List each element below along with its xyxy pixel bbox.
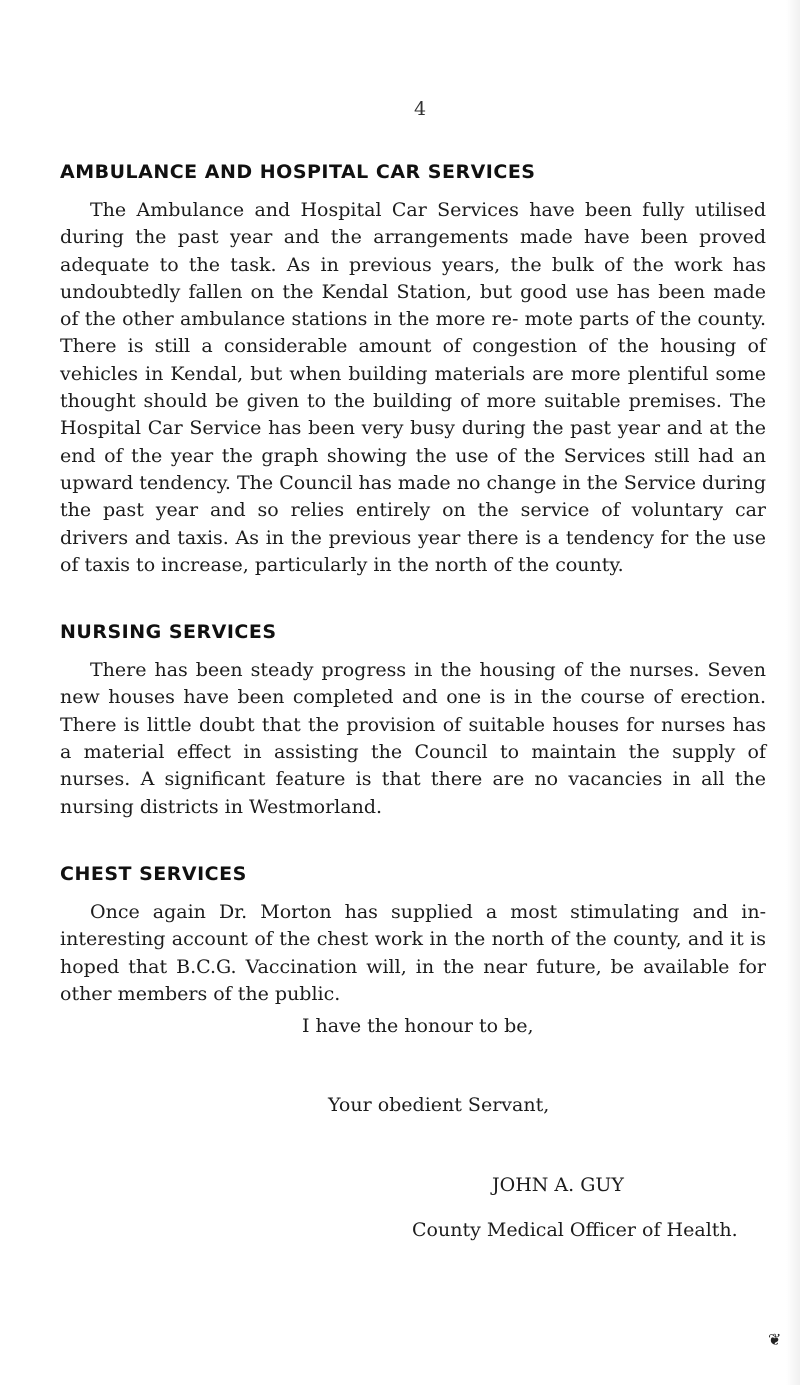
section-nursing <box>60 617 766 821</box>
section-chest <box>60 859 766 1008</box>
paragraph-ambulance: The Ambulance and Hospital Car Services have been fully utilised during the past year and the arrangements made have been proved adequate to the task. As in previous years, the bulk of the work has undoubtedly fallen on the Kendal Station, but good use has been made of the other ambulance stations in the more re- mote parts of the county. There is still a considerable amount of congestion of the housing of vehicles in Kendal, but when building materials are more plentiful some thought should be given to the building of more suitable premises. The Hospital Car Service has been very busy during the past year and at the end of the year the graph showing the use of the Services still had an upward tendency. The Council has made no change in the Service during the past year and so relies entirely on the service of voluntary car drivers and taxis. As in the previous year there is a tendency for the use of taxis to increase, particularly in the north of the county. <box>60 199 766 576</box>
heading-ambulance: AMBULANCE AND HOSPITAL CAR SERVICES <box>60 161 536 183</box>
page-number: 4 <box>413 98 427 120</box>
heading-nursing: NURSING SERVICES <box>60 621 277 644</box>
signatory-title: County Medical Officer of Health. <box>412 1219 738 1241</box>
page-edge-shadow <box>786 0 800 1385</box>
signatory-name: JOHN A. GUY <box>492 1174 624 1196</box>
paragraph-nursing: There has been steady progress in the housing of the nurses. Seven new houses have been completed and one is in the course of erection. There is little doubt that the provision of suitable houses for nurses has a material effect in assisting the Council to maintain the supply of nurses. A significant feature is that there are no vacancies in all the nursing districts in Westmorland. <box>60 659 766 818</box>
printer-mark-icon: ❦ <box>768 1330 782 1349</box>
section-ambulance <box>60 157 766 579</box>
closing-honour: I have the honour to be, <box>302 1015 534 1037</box>
document-body <box>60 157 766 1046</box>
paragraph-chest: Once again Dr. Morton has supplied a most stimulating and in- interesting account of the chest work in the north of the county, and it is hoped that B.C.G. Vaccination will, in the near future, be available for other members of the public. <box>60 900 766 1005</box>
heading-chest: CHEST SERVICES <box>60 862 247 885</box>
closing-servant: Your obedient Servant, <box>328 1094 550 1116</box>
